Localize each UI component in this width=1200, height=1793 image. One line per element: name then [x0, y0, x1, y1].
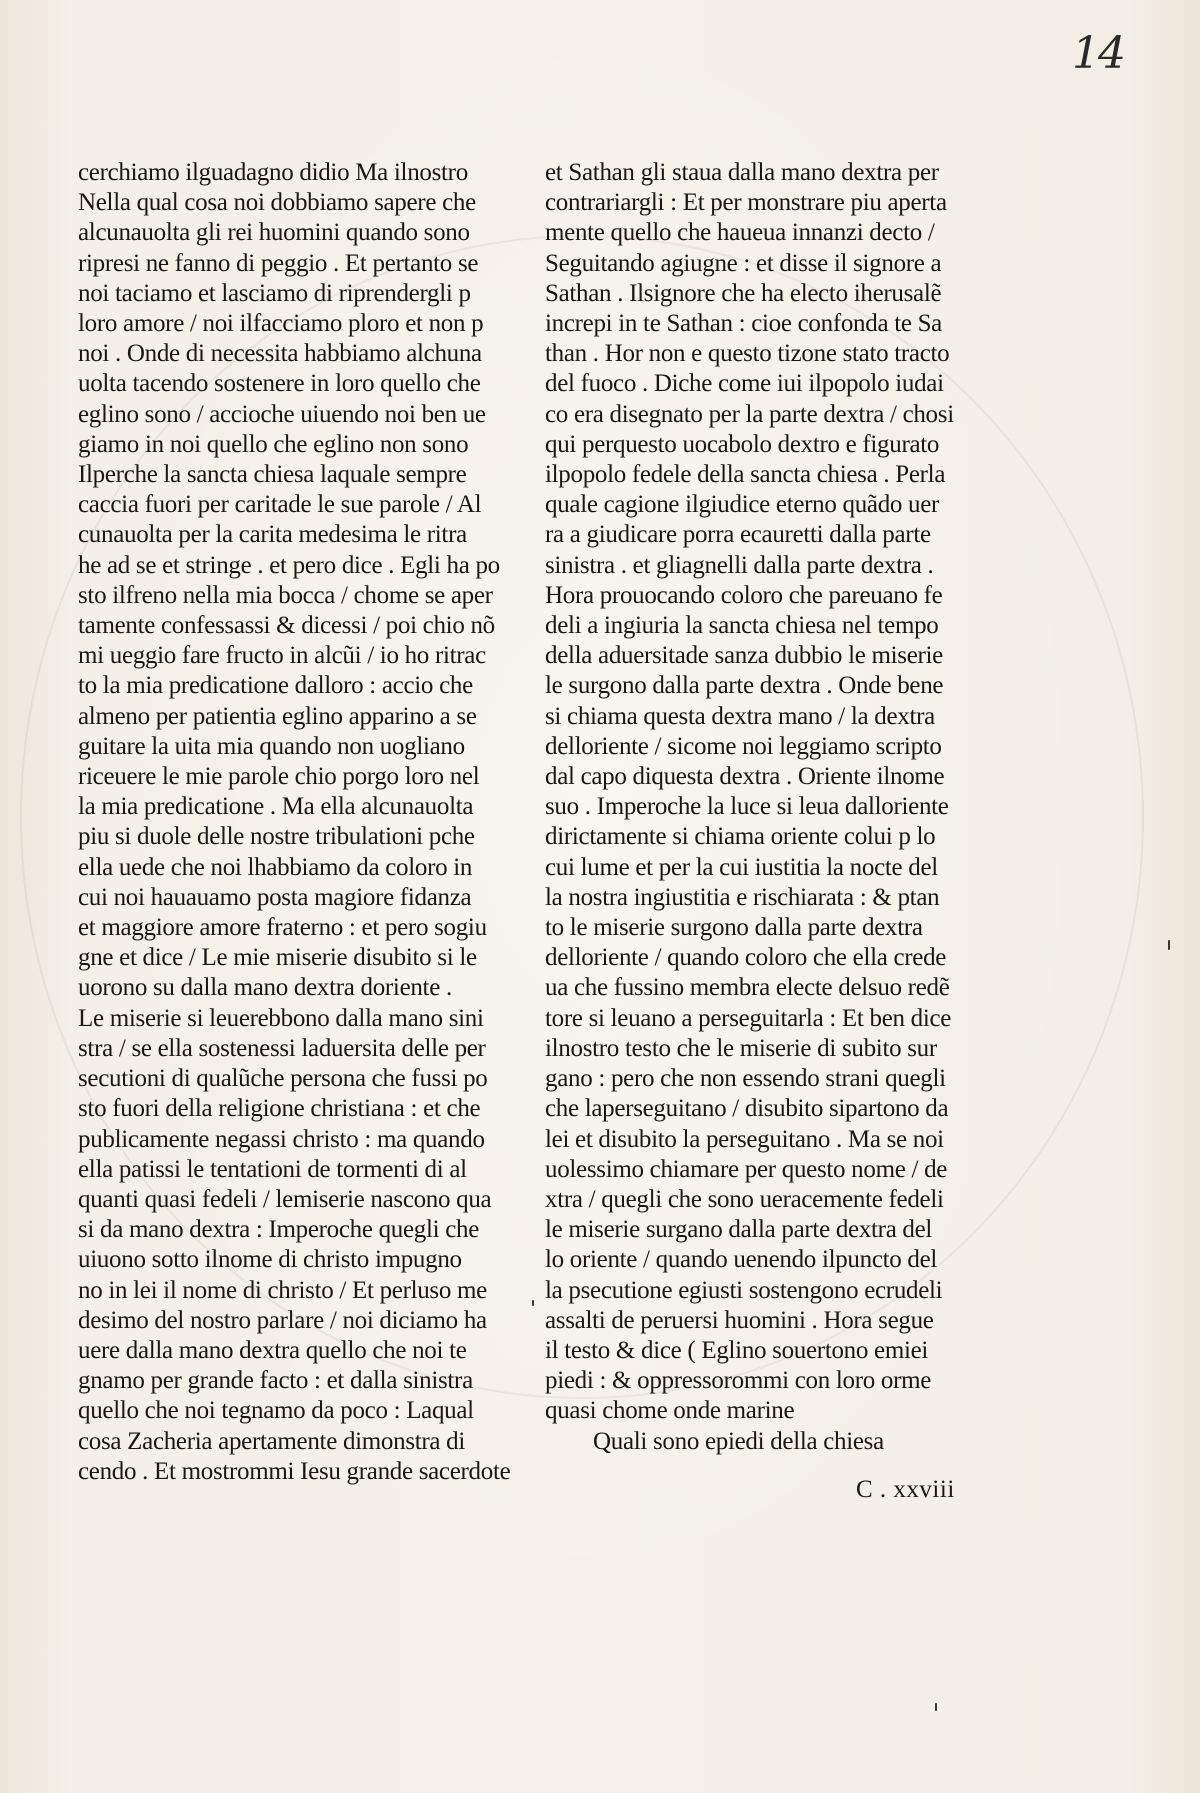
text-line: la mia predicatione . Ma ella alcunauolta [78, 793, 474, 821]
text-line: ra a giudicare porra ecauretti dalla parte [545, 521, 931, 549]
text-line: assalti de peruersi huomini . Hora segue [545, 1306, 934, 1334]
text-line: Seguitando agiugne : et disse il signore a [545, 249, 942, 277]
left-text-column [78, 158, 511, 1487]
text-line: eglino sono / acciochе uiuendo noi ben ue [78, 400, 486, 428]
text-line: than . Hor non e questo tizone stato tracto [545, 340, 950, 368]
text-line: ripresi ne fanno di peggio . Et pertanto se [78, 249, 479, 277]
text-line: riceuere le mie parole chio porgo loro nel [78, 763, 480, 791]
text-line: quanti quasi fedeli / lemiserie nascono qua [78, 1185, 492, 1213]
text-line: uolta tacendo sostenere in loro quello che [78, 370, 481, 398]
text-line: uiuono sotto ilnome di christo impugno [78, 1246, 462, 1274]
text-line: loro amore / noi ilfacciamo ploro et non p [78, 310, 484, 338]
paper-speck [1168, 940, 1170, 950]
text-line: no in lei il nome di christo / Et perluso me [78, 1276, 487, 1304]
text-line: piedi : & oppressorommi con loro orme [545, 1367, 932, 1395]
text-line: contrariargli : Et per monstrare piu aperta [545, 189, 947, 217]
text-line: secutioni di qualũche persona che fussi po [78, 1065, 488, 1093]
text-line: la psecutione egiusti sostengono ecrudeli [545, 1276, 943, 1304]
text-line: publicamente negassi christo : ma quando [78, 1125, 485, 1153]
text-line: cui noi hauauamo posta magiore fidanza [78, 883, 472, 911]
text-line: to la mia predicatione dalloro : accio che [78, 672, 473, 700]
text-line: sinistra . et gliagnelli dalla parte dextra . [545, 551, 934, 579]
text-line: che laperseguitano / disubito sipartono da [545, 1095, 949, 1123]
text-line: xtra / quegli che sono ueracemente fedeli [545, 1185, 944, 1213]
text-line: gnamo per grande facto : et dalla sinistra [78, 1367, 473, 1395]
text-line: gne et dice / Le mie miserie disubito si le [78, 944, 477, 972]
text-line: almeno per patientia eglino apparino a se [78, 702, 477, 730]
text-line: quale cagione ilgiudice eterno quãdo uer [545, 491, 940, 519]
text-line: Nella qual cosa noi dobbiamo sapere che [78, 189, 476, 217]
text-line: dirictamente si chiama oriente colui p lo [545, 823, 936, 851]
text-line: desimo del nostro parlare / noi diciamo ha [78, 1306, 487, 1334]
text-line: cerchiamo ilguadagno didio Ma ilnostro [78, 159, 468, 186]
text-line: Hora prouocando coloro che pareuano fe [545, 581, 943, 609]
text-line: uorono su dalla mano dextra doriente . [78, 974, 452, 1002]
text-line: Sathan . Ilsignore che ha electo iherusalẽ [545, 279, 942, 307]
right-text-column [545, 158, 970, 1457]
text-line: stra / se ella sostenessi laduersita delle per [78, 1034, 486, 1062]
text-line: caccia fuori per caritade le sue parole / Al [78, 491, 482, 519]
text-line: Ilperche la sancta chiesa laquale sempre [78, 461, 467, 489]
text-line: cosa Zacheria apertamente dimonstra di [78, 1427, 466, 1455]
text-line: guitare la uita mia quando non uogliano [78, 732, 465, 760]
text-line: tore si leuano a perseguitarla : Et ben dice [545, 1004, 952, 1032]
text-line: co era disegnato per la parte dextra / chosi [545, 400, 954, 428]
text-line: della aduersitade sanza dubbio le miserie [545, 642, 943, 670]
text-line: le miserie surgano dalla parte dextra del [545, 1216, 933, 1244]
text-line: lei et disubito la perseguitano . Ma se noi [545, 1125, 944, 1153]
text-line: noi . Onde di necessita habbiamo alchuna [78, 340, 482, 368]
text-line: si chiama questa dextra mano / la dextra [545, 702, 935, 730]
text-line: noi taciamo et lasciamo di riprendergli p [78, 279, 471, 307]
text-line: delloriente / quando coloro che ella crede [545, 944, 947, 972]
text-line: cunauolta per la carita medesima le ritra [78, 521, 467, 549]
text-line: uolessimo chiamare per questo nome / de [545, 1155, 948, 1183]
text-line: deli a ingiuria la sancta chiesa nel tempo [545, 612, 939, 640]
text-line: gano : pero che non essendo strani quegli [545, 1065, 946, 1093]
text-line: del fuoco . Diche come iui ilpopolo iudai [545, 370, 944, 398]
text-line: tamente confessassi & dicessi / poi chio nõ [78, 612, 495, 640]
text-line: uere dalla mano dextra quello che noi te [78, 1336, 467, 1364]
text-line: il testo & dice ( Eglino souertono emiei [545, 1336, 929, 1364]
text-line: ella uede che noi lhabbiamo da coloro in [78, 853, 473, 881]
text-line: ilpopolo fedele della sancta chiesa . Perla [545, 461, 946, 489]
chapter-number: C . xxviii [856, 1476, 955, 1503]
text-line: mente quello che haueua innanzi decto / [545, 219, 935, 247]
text-line: increpi in te Sathan : cioe confonda te Sa [545, 310, 942, 338]
text-line: qui perquesto uocabolo dextro e figurato [545, 430, 940, 458]
text-line: la nostra ingiustitia e rischiarata : & ptan [545, 883, 940, 911]
text-line: cui lume et per la cui iustitia la nocte del [545, 853, 938, 881]
text-line: ella patissi le tentationi de tormenti di al [78, 1155, 467, 1183]
text-line: delloriente / sicome noi leggiamo scripto [545, 732, 942, 760]
text-line: sto fuori della religione christiana : et che [78, 1095, 481, 1123]
text-line: quello che noi tegnamo da poco : Laqual [78, 1397, 474, 1425]
paper-speck [935, 1703, 937, 1711]
text-line: quasi chome onde marine [545, 1397, 795, 1425]
text-line: dal capo diquesta dextra . Oriente ilnome [545, 763, 945, 791]
folio-number: 14 [1072, 28, 1124, 79]
text-line: he ad se et stringe . et pero dice . Egli ha po [78, 551, 500, 579]
text-line: ilnostro testo che le miserie di subito sur [545, 1034, 937, 1062]
text-line: ua che fussino membra electe delsuo redẽ [545, 974, 950, 1002]
text-line: Le miserie si leuerebbono dalla mano sini [78, 1004, 484, 1032]
text-line: mi ueggio fare fructo in alcũi / io ho ritrac [78, 642, 486, 670]
text-line: le surgono dalla parte dextra . Onde bene [545, 672, 944, 700]
paper-speck [532, 1300, 534, 1306]
text-line: suo . Imperoche la luce si leua dalloriente [545, 793, 949, 821]
text-line: et Sathan gli staua dalla mano dextra per [545, 159, 939, 186]
text-line: alcunauolta gli rei huomini quando sono [78, 219, 470, 247]
text-line: piu si duole delle nostre tribulationi pche [78, 823, 475, 851]
text-line: sto ilfreno nella mia bocca / chome se aper [78, 581, 493, 609]
text-line: cendo . Et mostrommi Iesu grande sacerdote [78, 1457, 511, 1485]
text-line: si da mano dextra : Imperoche quegli che [78, 1216, 480, 1244]
text-line: to le miserie surgono dalla parte dextra [545, 914, 923, 942]
text-line: giamo in noi quello che eglino non sono [78, 430, 469, 458]
chapter-heading: Quali sono epiedi della chiesa [593, 1427, 884, 1455]
text-line: et maggiore amore fraterno : et pero sogiu [78, 914, 487, 942]
text-line: lo oriente / quando uenendo ilpuncto del [545, 1246, 938, 1274]
